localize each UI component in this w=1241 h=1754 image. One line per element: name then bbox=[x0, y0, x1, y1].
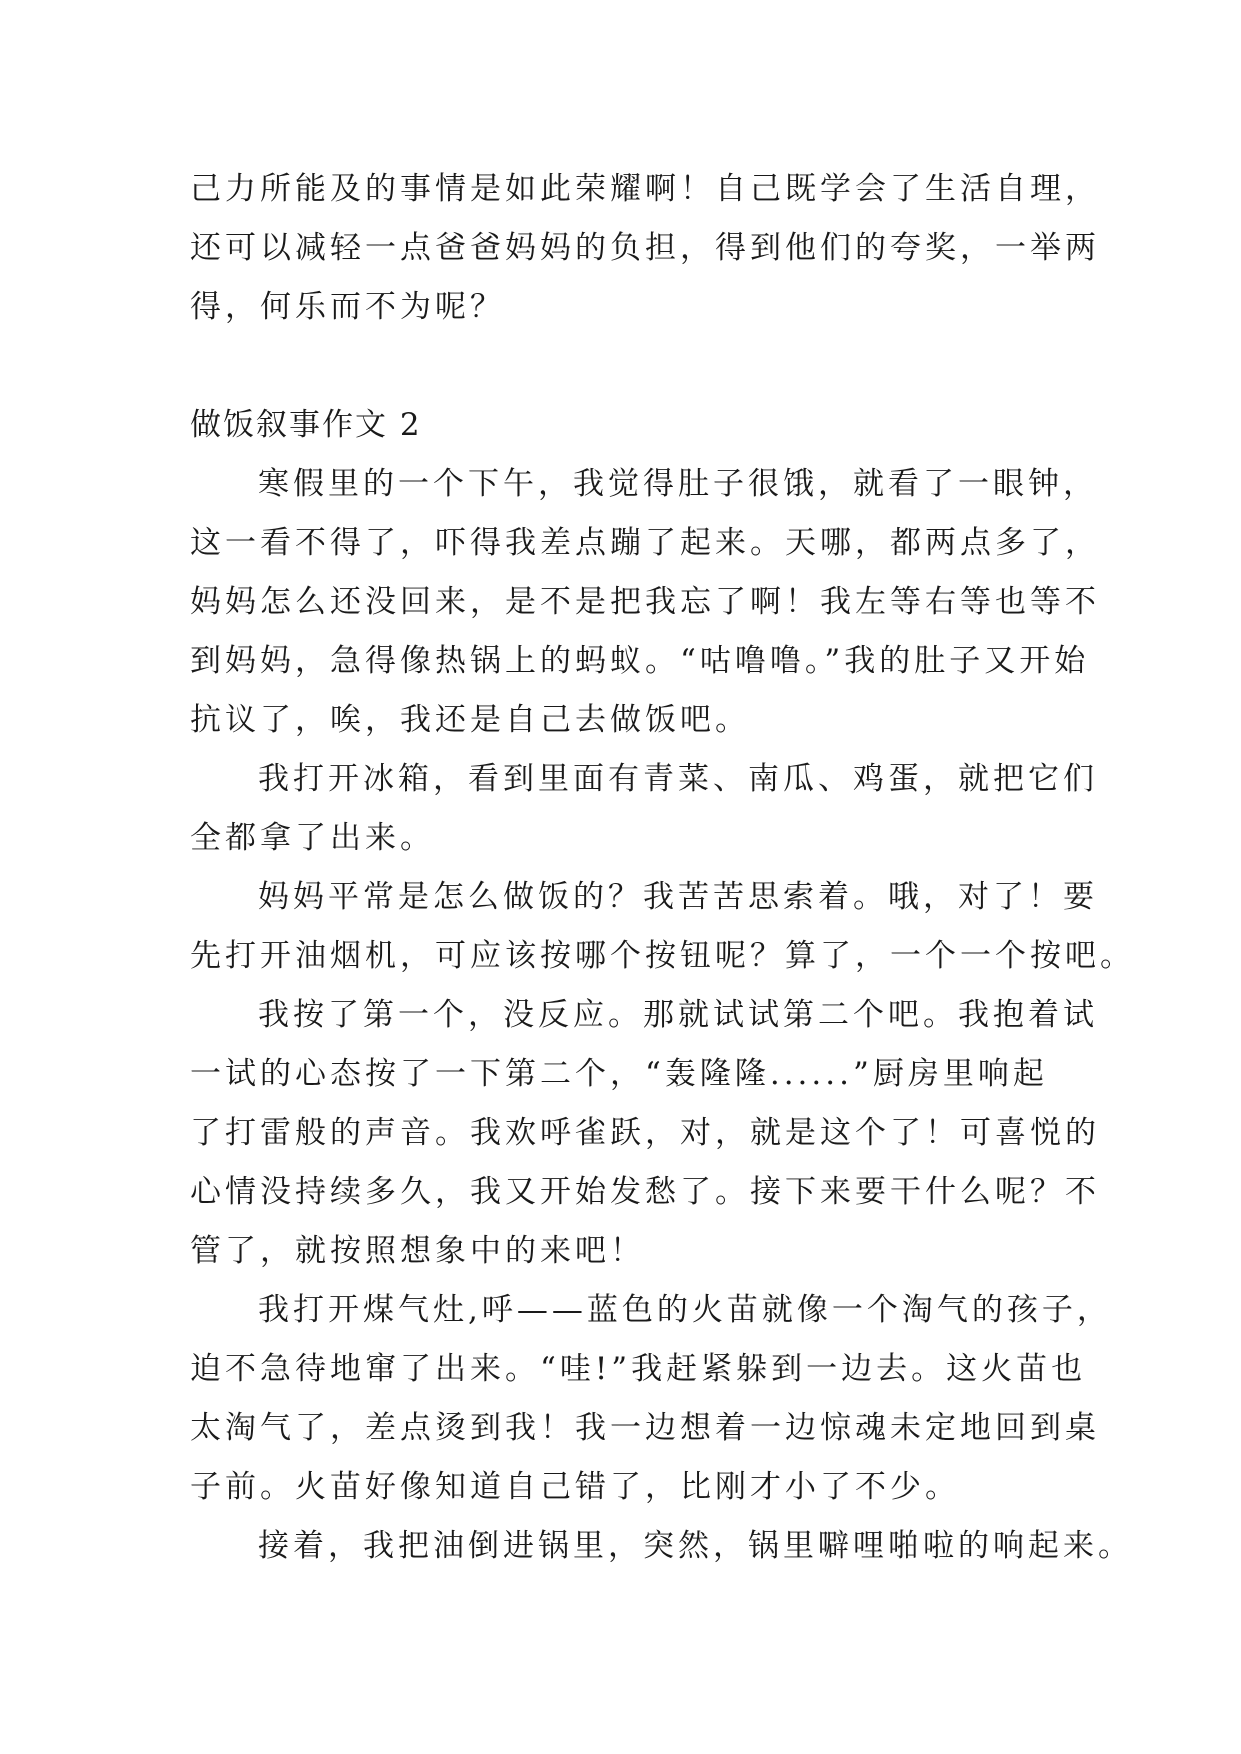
text-line: 妈妈怎么还没回来，是不是把我忘了啊！我左等右等也等不 bbox=[190, 584, 1100, 620]
text-line: 心情没持续多久，我又开始发愁了。接下来要干什么呢？不 bbox=[190, 1174, 1100, 1210]
text-line: 一试的心态按了一下第二个，“轰隆隆......”厨房里响起 bbox=[190, 1056, 1048, 1092]
text-line: 我打开冰箱，看到里面有青菜、南瓜、鸡蛋，就把它们 bbox=[258, 761, 1098, 797]
text-line: 迫不急待地窜了出来。“哇!”我赶紧躲到一边去。这火苗也 bbox=[190, 1351, 1087, 1387]
text-line: 抗议了，唉，我还是自己去做饭吧。 bbox=[190, 702, 750, 738]
text-line: 还可以减轻一点爸爸妈妈的负担，得到他们的夸奖，一举两 bbox=[190, 230, 1100, 266]
text-line: 到妈妈，急得像热锅上的蚂蚁。“咕噜噜。”我的肚子又开始 bbox=[190, 643, 1090, 679]
text-line: 全都拿了出来。 bbox=[190, 820, 435, 856]
text-line: 子前。火苗好像知道自己错了，比刚才小了不少。 bbox=[190, 1469, 960, 1505]
section-title: 做饭叙事作文 2 bbox=[190, 407, 422, 443]
paragraph bbox=[190, 750, 1098, 868]
text-line: 管了，就按照想象中的来吧！ bbox=[190, 1233, 645, 1269]
text-line: 太淘气了，差点烫到我！我一边想着一边惊魂未定地回到桌 bbox=[190, 1410, 1100, 1446]
text-line: 接着，我把油倒进锅里，突然，锅里噼哩啪啦的响起来。 bbox=[258, 1528, 1133, 1564]
paragraph-gap bbox=[190, 337, 1070, 396]
paragraph bbox=[190, 455, 1100, 750]
text-line: 了打雷般的声音。我欢呼雀跃，对，就是这个了！可喜悦的 bbox=[190, 1115, 1100, 1151]
text-line: 这一看不得了，吓得我差点蹦了起来。天哪，都两点多了， bbox=[190, 525, 1100, 561]
text-line: 我打开煤气灶,呼——蓝色的火苗就像一个淘气的孩子， bbox=[258, 1292, 1112, 1328]
paragraph bbox=[190, 1281, 1112, 1517]
intro-paragraph bbox=[190, 160, 1100, 337]
text-line: 己力所能及的事情是如此荣耀啊！自己既学会了生活自理， bbox=[190, 171, 1100, 207]
paragraph bbox=[190, 986, 1100, 1281]
text-line: 得，何乐而不为呢？ bbox=[190, 289, 505, 325]
document-body bbox=[190, 160, 1135, 1576]
text-line: 先打开油烟机，可应该按哪个按钮呢？算了，一个一个按吧。 bbox=[190, 938, 1135, 974]
paragraph bbox=[190, 868, 1135, 986]
text-line: 我按了第一个，没反应。那就试试第二个吧。我抱着试 bbox=[258, 997, 1098, 1033]
paragraph bbox=[190, 1517, 1133, 1576]
text-line: 寒假里的一个下午，我觉得肚子很饿，就看了一眼钟， bbox=[258, 466, 1098, 502]
text-line: 妈妈平常是怎么做饭的？我苦苦思索着。哦，对了！要 bbox=[258, 879, 1098, 915]
